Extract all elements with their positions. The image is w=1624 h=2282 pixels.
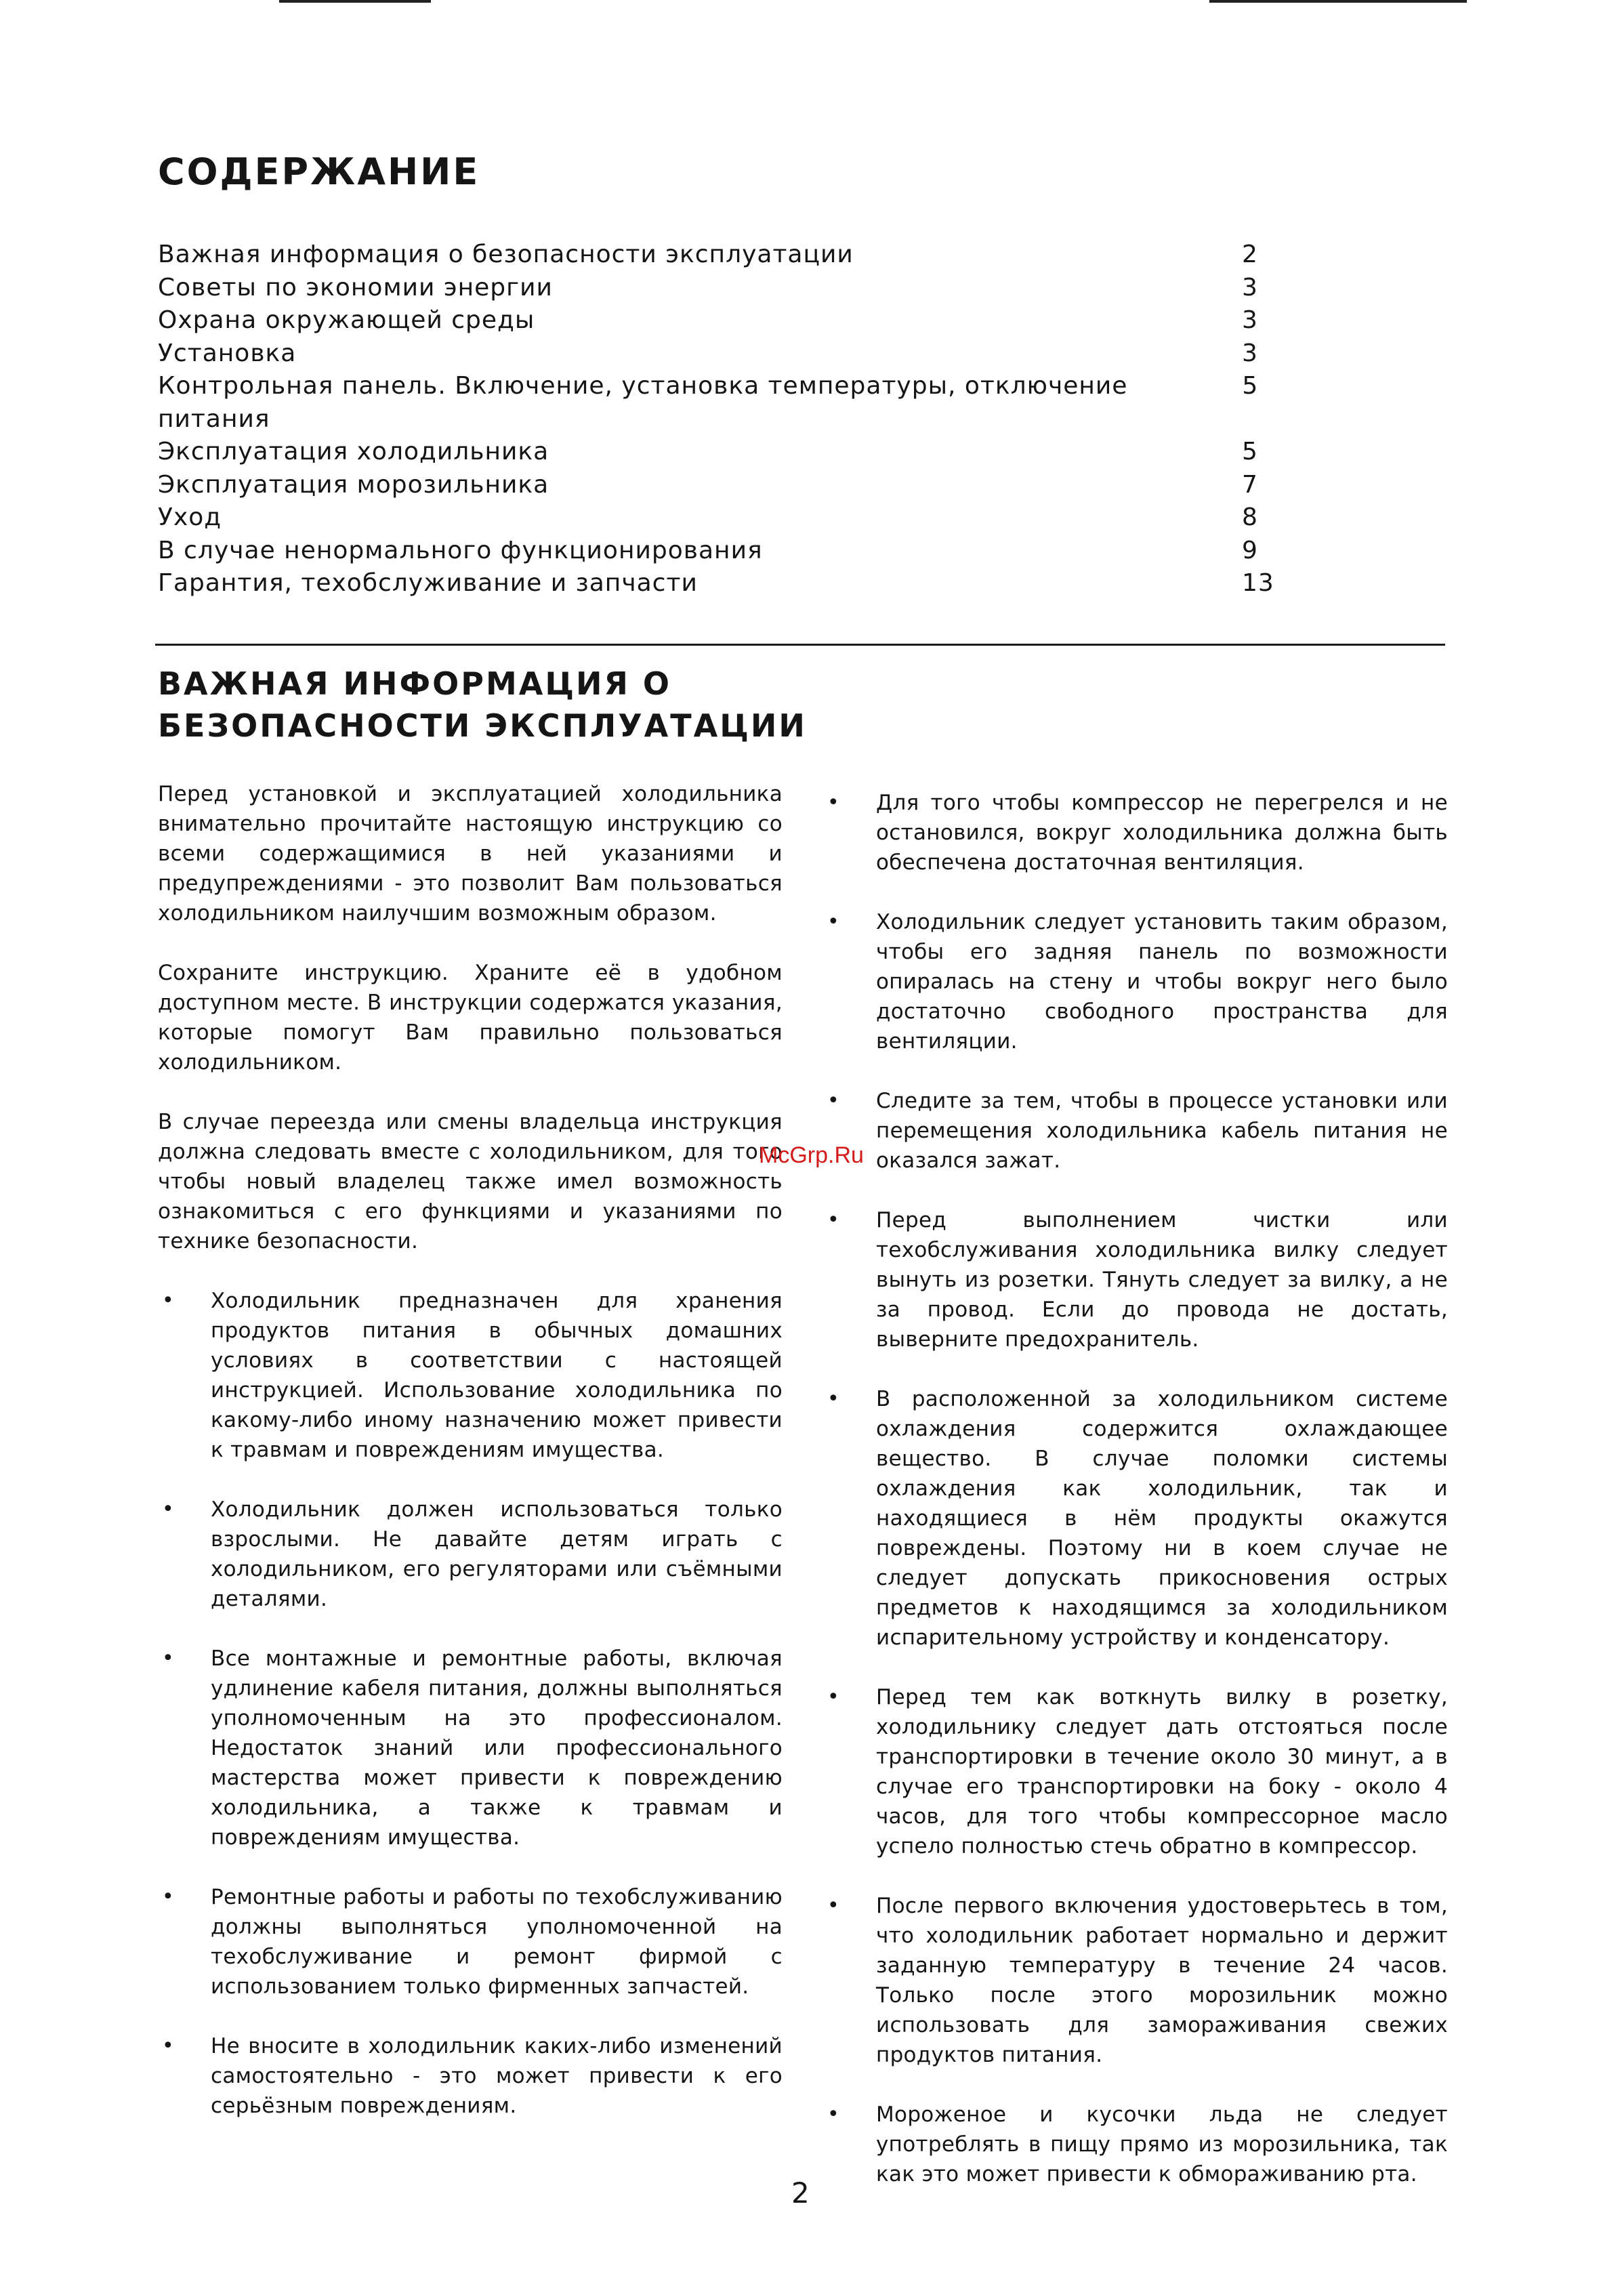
toc-entry-label: Эксплуатация холодильника [158,438,549,465]
bullet-text: Холодильник предназначен для хранения продуктов питания в обычных домашних условиях в соответствии с настоящей инструкцией. Использование холодильника по какому-либо иному назначению может привести к травмам и повреждениям имущества. [211,1289,783,1462]
bullet-icon: • [827,2102,839,2126]
bullet-icon: • [162,1646,174,1670]
toc-entry-label: В случае ненормального функционирования [158,536,763,564]
top-rule-left [279,0,431,3]
watermark: McGrp.Ru [759,1142,864,1168]
bullet-text: После первого включения удостоверьтесь в том, что холодильник работает нормально и держит заданную температуру в течение 24 часов. Только после этого морозильник можно использовать для замораживания свежих продуктов питания. [876,1894,1448,2067]
bullet-text: Перед выполнением чистки или техобслуживания холодильника вилку следует вынуть из розетки. Тянуть следует за вилку, а не за провод. Если до провода не достать, выверните предохранитель. [876,1208,1448,1352]
toc-entry-page: 2 [1242,241,1258,268]
toc-title: СОДЕРЖАНИЕ [158,150,480,193]
toc-entry[interactable] [158,304,1283,337]
bullet-item [823,1891,1448,2070]
toc-entry-label: Эксплуатация морозильника [158,470,549,499]
bullet-text: Ремонтные работы и работы по техобслуживанию должны выполняться уполномоченной на техобслуживание и ремонт фирмой с использованием только фирменных запчастей. [211,1885,783,1999]
safety-title [158,663,971,747]
bullet-icon: • [162,1497,174,1521]
bullet-item [823,1682,1448,1861]
bullet-item [158,2031,783,2121]
toc-entry[interactable] [158,567,1283,600]
bullet-icon: • [827,791,839,814]
bullet-icon: • [827,1387,839,1411]
toc-entry-page: 3 [1242,339,1258,367]
bullet-icon: • [827,1894,839,1917]
bullet-icon: • [162,1289,174,1312]
bullet-text: В расположенной за холодильником системе охлаждения содержится охлаждающее вещество. В случае поломки системы охлаждения как холодильник, так и находящиеся в нём продукты окажутся повреждены. Поэтому ни в коем случае не следует допускать прикосновения острых предметов к находящимся за холодильником испарительному устройству и конденсатору. [876,1387,1448,1650]
safety-title-line2: БЕЗОПАСНОСТИ ЭКСПЛУАТАЦИИ [158,707,807,744]
toc-entry[interactable] [158,436,1283,469]
toc-entry-label: Важная информация о безопасности эксплуатации [158,241,854,268]
bullet-text: Для того чтобы компрессор не перегрелся и не остановился, вокруг холодильника должна быть обеспечена достаточная вентиляция. [876,791,1448,875]
toc-entry[interactable] [158,272,1283,305]
bullet-item [158,1644,783,1852]
toc-entry[interactable] [158,535,1283,568]
toc-entry-page: 9 [1242,536,1258,564]
bullet-text: Не вносите в холодильник каких-либо изменений самостоятельно - это может привести к его серьёзным повреждениям. [211,2034,783,2118]
toc-entry[interactable] [158,238,1283,272]
bullet-item [823,788,1448,877]
bullet-text: Все монтажные и ремонтные работы, включая удлинение кабеля питания, должны выполняться уполномоченным на это профессионалом. Недостаток знаний или профессионального мастерства может привести к повреждению холодильника, а также к травмам и повреждениям имущества. [211,1646,783,1850]
toc-entry[interactable] [158,501,1283,535]
toc-entry-page: 7 [1242,470,1258,499]
toc-entry-label: Уход [158,503,222,531]
left-column [158,779,783,2151]
toc-entry-label: Советы по экономии энергии [158,273,553,302]
intro-paragraph: В случае переезда или смены владельца инструкция должна следовать вместе с холодильником, для того чтобы новый владелец также имел возможность ознакомиться с его функциями и указаниями по технике безопасности. [158,1110,783,1253]
bullet-item [823,1384,1448,1653]
bullet-item [158,1495,783,1614]
safety-title-line1: ВАЖНАЯ ИНФОРМАЦИЯ О [158,665,672,702]
page-number: 2 [791,2176,810,2210]
bullet-item [823,907,1448,1056]
toc-entry[interactable] [158,337,1283,371]
bullet-icon: • [827,910,839,934]
toc-entry-label: Контрольная панель. Включение, установка температуры, отключение питания [158,372,1128,433]
intro-paragraph: Сохраните инструкцию. Храните её в удобном доступном месте. В инструкции содержатся указания, которые помогут Вам правильно пользоваться холодильником. [158,961,783,1075]
toc-entry[interactable] [158,370,1283,436]
toc-entry-label: Охрана окружающей среды [158,306,535,334]
bullet-item [823,1086,1448,1176]
toc-entry-page: 8 [1242,503,1258,531]
top-rule-right [1209,0,1467,3]
bullet-icon: • [162,1885,174,1909]
bullet-item [158,1286,783,1465]
bullet-item [823,2100,1448,2189]
bullet-icon: • [827,1208,839,1232]
bullet-text: Следите за тем, чтобы в процессе установки или перемещения холодильника кабель питания не оказался зажат. [876,1089,1448,1173]
bullet-item [823,1205,1448,1354]
bullet-icon: • [162,2034,174,2058]
right-column [823,788,1448,2219]
section-divider [155,644,1445,646]
toc-entry-page: 13 [1242,569,1274,597]
bullet-item [158,1882,783,2001]
toc-entry-page: 3 [1242,306,1258,334]
bullet-text: Мороженое и кусочки льда не следует употреблять в пищу прямо из морозильника, так как это может привести к обмораживанию рта. [876,2102,1448,2186]
toc-entry-page: 5 [1242,438,1258,465]
bullet-icon: • [827,1685,839,1709]
intro-paragraph: Перед установкой и эксплуатацией холодильника внимательно прочитайте настоящую инструкцию со всеми содержащимися в ней указаниями и предупреждениями - это позволит Вам пользоваться холодильником наилучшим возможным образом. [158,782,783,926]
toc-entry[interactable] [158,469,1283,502]
bullet-text: Перед тем как воткнуть вилку в розетку, холодильнику следует дать отстояться после транспортировки в течение около 30 минут, а в случае его транспортировки на боку - около 4 часов, для того чтобы компрессорное масло успело полностью стечь обратно в компрессор. [876,1685,1448,1859]
toc-entry-page: 3 [1242,273,1258,302]
bullet-text: Холодильник следует установить таким образом, чтобы его задняя панель по возможности опиралась на стену и чтобы вокруг него было достаточно свободного пространства для вентиляции. [876,910,1448,1054]
toc-entry-label: Установка [158,339,297,367]
toc-entry-page: 5 [1242,372,1259,400]
toc-entry-label: Гарантия, техобслуживание и запчасти [158,569,698,597]
bullet-icon: • [827,1089,839,1113]
bullet-text: Холодильник должен использоваться только взрослыми. Не давайте детям играть с холодильником, его регуляторами или съёмными деталями. [211,1497,783,1611]
table-of-contents [158,238,1283,600]
